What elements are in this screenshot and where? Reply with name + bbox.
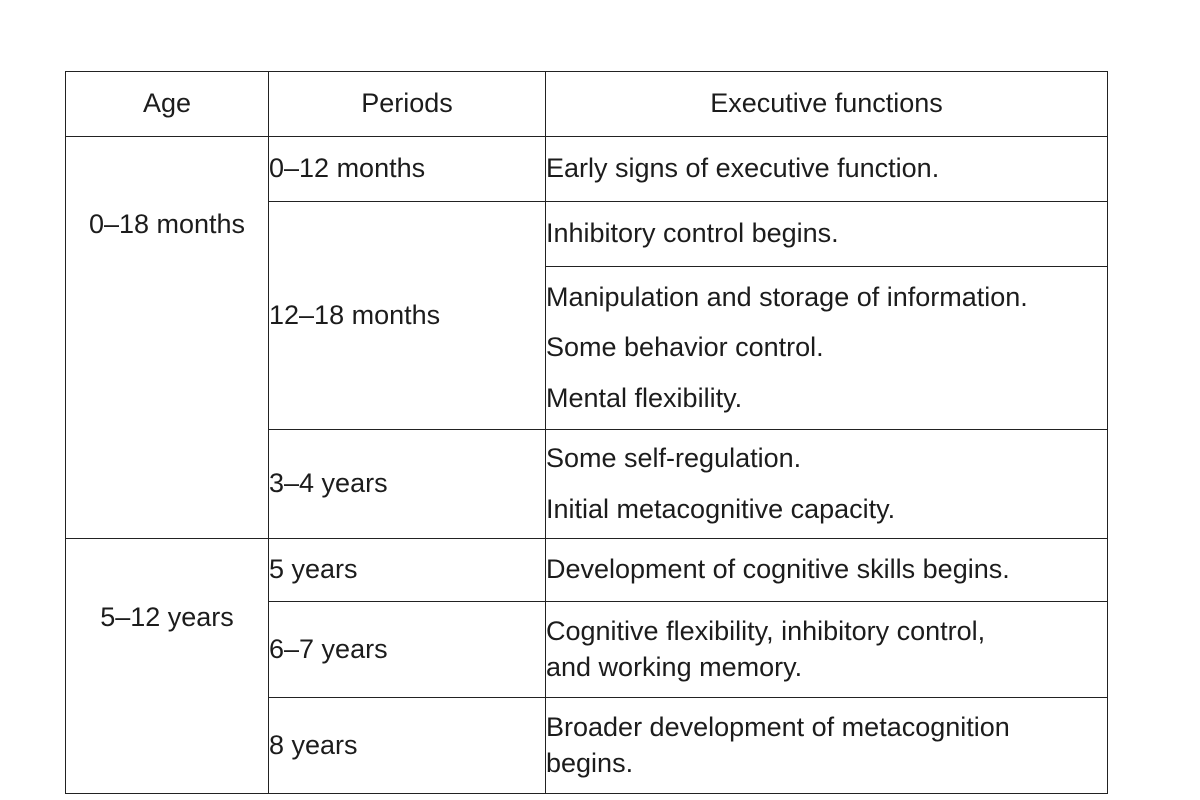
functions-cell	[546, 267, 1108, 430]
period-cell: 0–12 months	[269, 137, 546, 202]
period-cell: 3–4 years	[269, 430, 546, 539]
functions-cell	[546, 539, 1108, 602]
function-text: Development of cognitive skills begins.	[546, 554, 1010, 585]
function-text: Mental flexibility.	[546, 382, 743, 413]
age-label: 5–12 years	[100, 602, 234, 633]
functions-cell	[546, 602, 1108, 698]
function-text: Inhibitory control begins.	[546, 218, 839, 249]
function-text: Initial metacognitive capacity.	[546, 493, 896, 524]
period-cell: 5 years	[269, 539, 546, 602]
header-age: Age	[66, 72, 269, 137]
function-text: Some behavior control.	[546, 332, 824, 363]
age-cell	[66, 539, 269, 698]
period-cell: 6–7 years	[269, 602, 546, 698]
function-text: Manipulation and storage of information.	[546, 282, 1028, 313]
age-cell	[66, 137, 269, 539]
header-periods: Periods	[269, 72, 546, 137]
function-text: begins.	[546, 747, 634, 778]
period-cell: 12–18 months	[269, 202, 546, 430]
functions-cell	[546, 137, 1108, 202]
functions-cell	[546, 430, 1108, 539]
age-label: 0–18 months	[88, 209, 246, 239]
executive-functions-table	[65, 71, 1108, 794]
age-cell	[66, 698, 269, 794]
function-text: Broader development of metacognition	[546, 712, 1010, 743]
header-row	[66, 72, 1108, 137]
table-row	[66, 137, 1108, 202]
function-text: Early signs of executive function.	[546, 153, 940, 184]
table-row	[66, 539, 1108, 602]
function-text: Some self-regulation.	[546, 443, 802, 474]
functions-cell	[546, 202, 1108, 267]
header-executive-functions: Executive functions	[546, 72, 1108, 137]
period-cell: 8 years	[269, 698, 546, 794]
function-text: and working memory.	[546, 651, 803, 682]
table-row	[66, 698, 1108, 794]
function-text: Cognitive flexibility, inhibitory control,	[546, 616, 986, 647]
functions-cell	[546, 698, 1108, 794]
